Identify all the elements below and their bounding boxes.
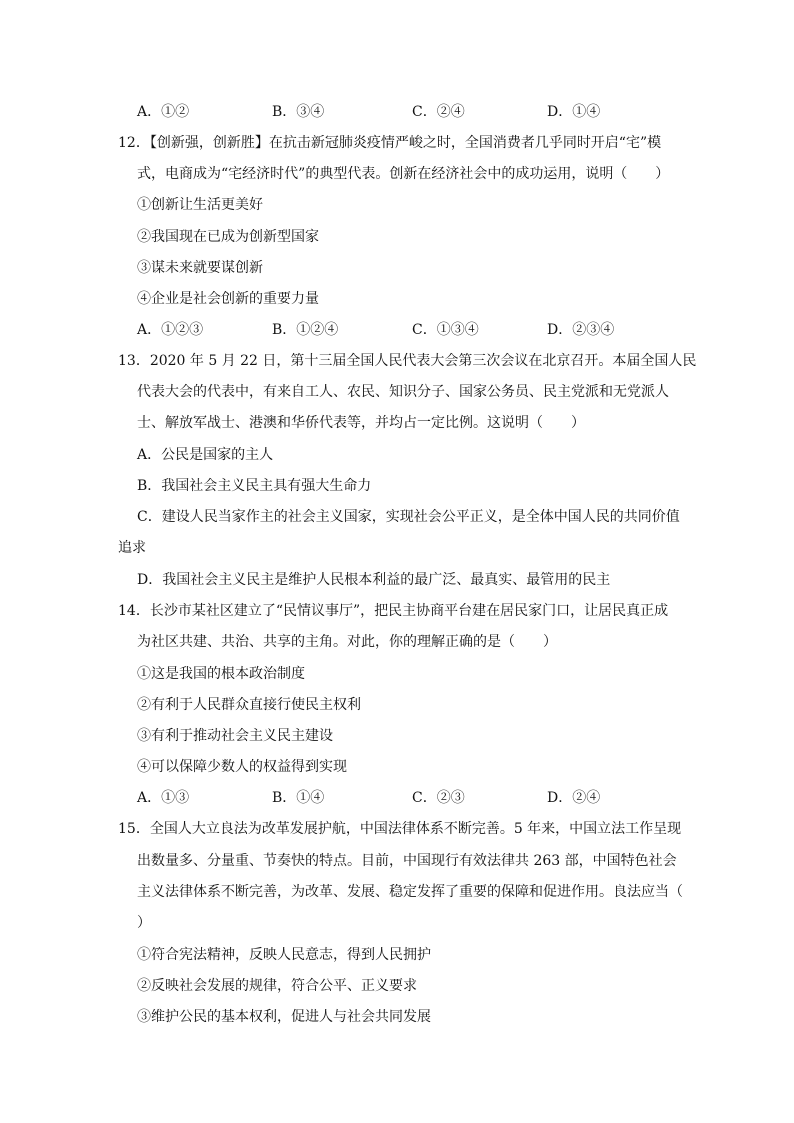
q13-stem-line-3: 士、解放军战士、港澳和华侨代表等，并均占一定比例。这说明（ ） xyxy=(137,415,585,431)
q12-stem-line-2: 式，电商成为“宅经济时代”的典型代表。创新在经济社会中的成功运用，说明（ ） xyxy=(137,166,670,182)
q14-option-a[interactable]: A．①③ xyxy=(137,790,190,806)
q12-option-d[interactable]: D．②③④ xyxy=(547,322,615,338)
q12-options xyxy=(0,320,794,340)
q12-option-b[interactable]: B．①②④ xyxy=(272,322,339,338)
q11-option-b[interactable]: B．③④ xyxy=(272,104,325,120)
q15-stem-line-2: 出数量多、分量重、节奏快的特点。目前，中国现行有效法律共 263 部，中国特色社会 xyxy=(137,853,677,869)
q12-option-a[interactable]: A．①②③ xyxy=(137,322,204,338)
q13-option-c-line-2[interactable]: 追求 xyxy=(118,540,146,556)
q14-statement-4: ④可以保障少数人的权益得到实现 xyxy=(137,759,347,775)
q13-stem-line-1: 13．2020 年 5 月 22 日，第十三届全国人民代表大会第三次会议在北京召开。本届全国人民 xyxy=(118,353,697,369)
q11-option-a[interactable]: A．①② xyxy=(137,104,190,120)
q13-stem-line-2: 代表大会的代表中，有来自工人、农民、知识分子、国家公务员、民主党派和无党派人 xyxy=(137,384,669,400)
q14-option-d[interactable]: D．②④ xyxy=(547,790,601,806)
q13-option-b[interactable]: B．我国社会主义民主具有强大生命力 xyxy=(137,478,372,494)
q13-option-c-line-1[interactable]: C．建设人民当家作主的社会主义国家，实现社会公平正义，是全体中国人民的共同价值 xyxy=(137,509,680,525)
q14-stem-line-2: 为社区共建、共治、共享的主角。对此，你的理解正确的是（ ） xyxy=(137,634,557,650)
q12-statement-1: ①创新让生活更美好 xyxy=(137,197,263,213)
q12-statement-3: ③谋未来就要谋创新 xyxy=(137,260,263,276)
q13-option-a[interactable]: A．公民是国家的主人 xyxy=(137,447,274,463)
q12-stem-line-1: 12．【创新强，创新胜】在抗击新冠肺炎疫情严峻之时，全国消费者几乎同时开启“宅”模 xyxy=(118,135,662,151)
q13-option-d[interactable]: D．我国社会主义民主是维护人民根本利益的最广泛、最真实、最管用的民主 xyxy=(137,572,611,588)
q15-statement-1: ①符合宪法精神，反映人民意志，得到人民拥护 xyxy=(137,947,431,963)
q14-options xyxy=(0,788,794,808)
q14-statement-3: ③有利于推动社会主义民主建设 xyxy=(137,728,333,744)
q11-options xyxy=(0,102,794,122)
q15-statement-2: ②反映社会发展的规律，符合公平、正义要求 xyxy=(137,978,417,994)
q11-option-c[interactable]: C．②④ xyxy=(412,104,465,120)
q14-option-b[interactable]: B．①④ xyxy=(272,790,325,806)
q11-option-d[interactable]: D．①④ xyxy=(547,104,601,120)
q15-stem-line-4: ） xyxy=(137,915,151,931)
q15-stem-line-3: 主义法律体系不断完善，为改革、发展、稳定发挥了重要的保障和促进作用。良法应当（ xyxy=(137,884,683,900)
q12-statement-4: ④企业是社会创新的重要力量 xyxy=(137,291,319,307)
q14-option-c[interactable]: C．②③ xyxy=(412,790,465,806)
q12-option-c[interactable]: C．①③④ xyxy=(412,322,479,338)
q14-statement-2: ②有利于人民群众直接行使民主权利 xyxy=(137,697,361,713)
q14-statement-1: ①这是我国的根本政治制度 xyxy=(137,666,305,682)
q15-statement-3: ③维护公民的基本权利，促进人与社会共同发展 xyxy=(137,1009,431,1025)
q12-statement-2: ②我国现在已成为创新型国家 xyxy=(137,229,319,245)
q15-stem-line-1: 15．全国人大立良法为改革发展护航，中国法律体系不断完善。5 年来，中国立法工作呈现 xyxy=(118,821,682,837)
q14-stem-line-1: 14．长沙市某社区建立了“民情议事厅”，把民主协商平台建在居民家门口，让居民真正成 xyxy=(118,603,669,619)
